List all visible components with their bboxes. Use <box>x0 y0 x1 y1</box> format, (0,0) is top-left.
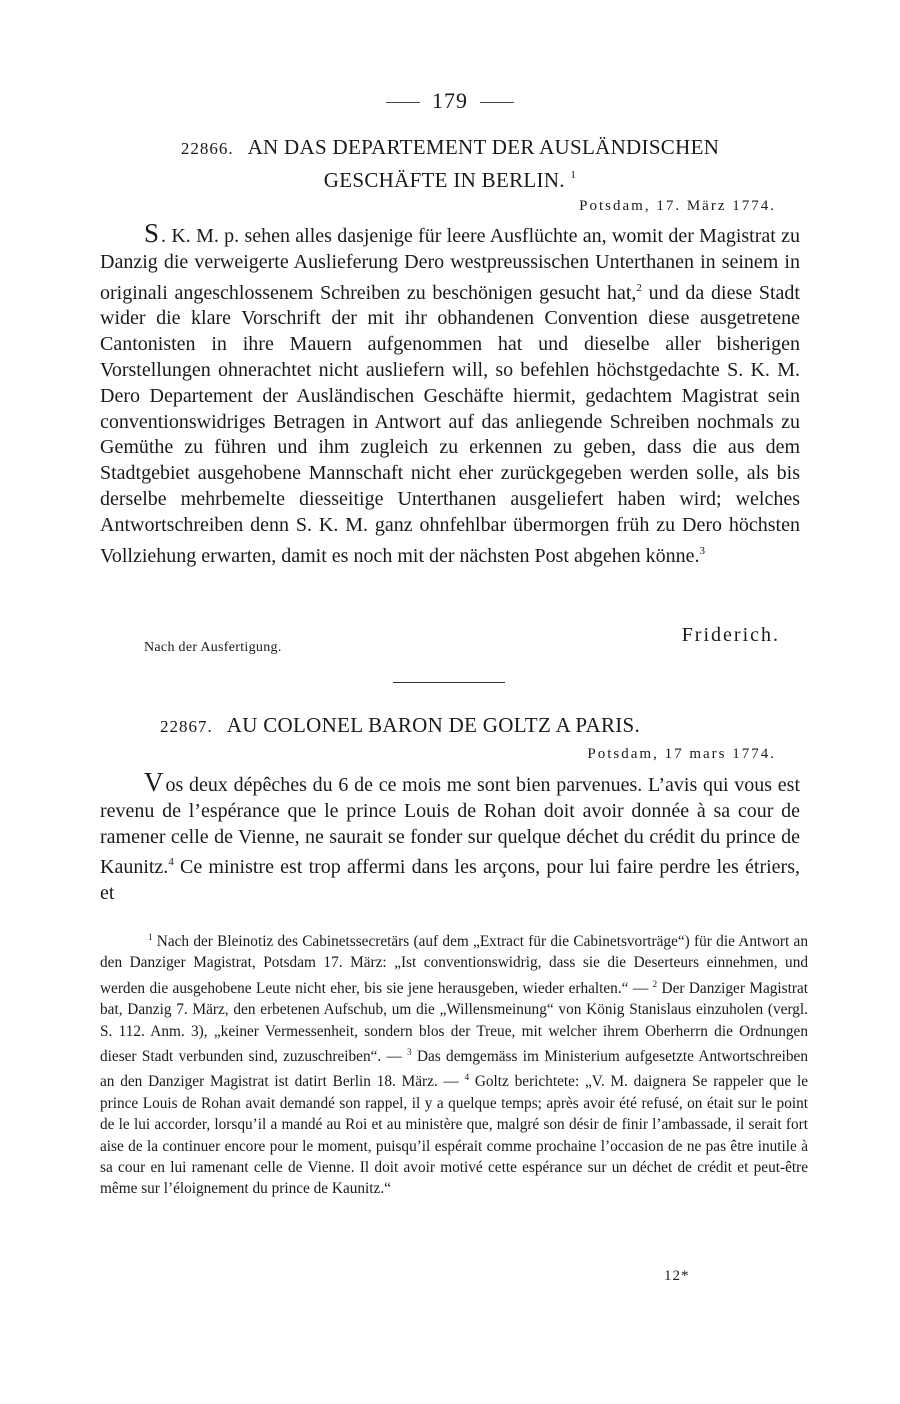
footnote-2-text: Der Danziger Magistrat bat, Danzig 7. März, den erbetenen Aufschub, um die „Willensmeinung“ von König Stanislaus einzuholen (vergl. S. 112. Anm. 3), „keiner Vermessenheit, sondern blos der Treue, mit welcher ihrem Oberherrn die Ordnungen dieser Stadt verbunden sind, zuzuschreiben“. — <box>100 979 808 1066</box>
letter1-title-line2: GESCHÄFTE IN BERLIN. <box>323 168 565 192</box>
footnote-1-text: Nach der Bleinotiz des Cabinetssecretärs (auf dem „Extract für die Cabinetsvorträge“) für die Antwort an den Danziger Magistrat, Potsdam 17. März: „Ist conventionswidrig, dass sie die Deserteurs einnehmen, und werden die ausgehobene Leute nicht eher, bis sie jene herausgeben, wieder erhalten.“ — <box>100 933 808 997</box>
printer-signature-mark: 12* <box>664 1268 690 1284</box>
letter1-text-a: . K. M. p. sehen alles dasjenige für leere Ausflüchte an, womit der Magistrat zu Danzig die verweigerte Auslieferung Dero westpreussischen Unterthanen in seinem in originali angeschlossenem Schreiben zu beschönigen gesucht hat, <box>100 225 800 304</box>
page-number-dash-left <box>386 102 420 103</box>
page-number-value: 179 <box>432 88 468 113</box>
page-number-dash-right <box>480 102 514 103</box>
letter1-paragraph <box>100 218 800 569</box>
footnote-3-text: Das demgemäss im Ministerium aufgesetzte Antwortschreiben an den Danziger Magistrat ist datirt Berlin 18. März. — <box>100 1048 808 1091</box>
footnote-ref-3: 3 <box>699 544 705 557</box>
footnote-4-text: Goltz berichtete: „V. M. daignera Se rappeler que le prince Louis de Rohan avait demandé son rappel, il y a quelque temps; après avoir été refusé, on était sur le point de le lui accorder, lorsqu’il a mandé au Roi et au ministère que, malgré son désir de finir l’ambassade, il serait fort aise de la continuer encore pour le moment, puisqu’il espérait comme prochaine l’occasion de ne pas être inutile à sa cour en lui ramenant celle de Vienne. Il doit avoir motivé cette espérance sur un déchet de crédit et peut-être même sur l’éloignement du prince de Kaunitz.“ <box>100 1073 809 1198</box>
letter1-heading-line2 <box>100 162 800 194</box>
letter2-text-b: Ce ministre est trop affermi dans les arçons, pour lui faire perdre les étriers, et <box>100 856 800 905</box>
footnote-4-marker: 4 <box>464 1072 470 1083</box>
letter2-number: 22867. <box>160 717 213 736</box>
page-number <box>0 88 900 114</box>
letter1-text-b: und da diese Stadt wider die klare Vorschrift der mit ihr obhandenen Convention diese ausgetretene Cantonisten in ihre Mauern aufgenommen hat und dieselbe aller bisherigen Vorstellungen ohnerachtet nicht ausliefern will, so befehlen höchstgedachte S. K. M. Dero Departement der Ausländischen Geschäfte hiermit, gedachtem Magistrat sein conventionswidriges Betragen in Antwort auf das anliegende Schreiben nochmals zu Gemüthe zu führen und ihm zugleich zu erkennen zu geben, dass die aus dem Stadtgebiet ausgehobene Mannschaft nicht eher zurückgegeben werden solle, als bis derselbe mehrbemelte diesseitige Unterthanen ausgeliefert haben wird; welches Antwortschreiben denn S. K. M. ganz ohnfehlbar übermorgen früh zu Dero höchsten Vollziehung erwarten, damit es noch mit der nächsten Post abgehen könne. <box>100 281 800 567</box>
letter2-dropcap: V <box>144 767 166 797</box>
letter1-heading-line1 <box>100 134 800 162</box>
footnote-ref-1: 1 <box>570 169 577 181</box>
footnote-block <box>100 927 808 1200</box>
letter1-title-line1: AN DAS DEPARTEMENT DER AUSLÄNDISCHEN <box>247 135 720 159</box>
section-separator <box>393 682 505 683</box>
footnote-1-marker: 1 <box>148 932 153 942</box>
letter2-body <box>100 767 800 907</box>
footnotes <box>100 927 808 1200</box>
letter2-paragraph <box>100 767 800 907</box>
letter1-number: 22866. <box>180 139 234 158</box>
letter1-body <box>100 218 800 569</box>
letter2-dateline: Potsdam, 17 mars 1774. <box>587 746 776 762</box>
letter2-title: AU COLONEL BARON DE GOLTZ A PARIS. <box>226 713 641 737</box>
letter2-text-a: os deux dépêches du 6 de ce mois me sont bien parvenues. L’avis qui vous est revenu de l’espérance que le prince Louis de Rohan doit avoir donnée à sa cour de ramener celle de Vienne, ne saurait se fonder sur quelque déchet du crédit du prince de Kaunitz. <box>100 774 800 879</box>
letter1-source-note: Nach der Ausfertigung. <box>144 640 282 655</box>
letter1-signature: Friderich. <box>681 624 780 646</box>
letter1-dropcap: S <box>144 218 162 248</box>
footnote-3-marker: 3 <box>407 1047 412 1058</box>
footnote-ref-4: 4 <box>168 856 174 869</box>
letter1-dateline: Potsdam, 17. März 1774. <box>579 198 776 214</box>
footnote-ref-2: 2 <box>636 281 642 294</box>
footnote-2-marker: 2 <box>652 978 658 989</box>
letter1-heading <box>100 134 800 194</box>
letter2-heading <box>160 712 800 740</box>
